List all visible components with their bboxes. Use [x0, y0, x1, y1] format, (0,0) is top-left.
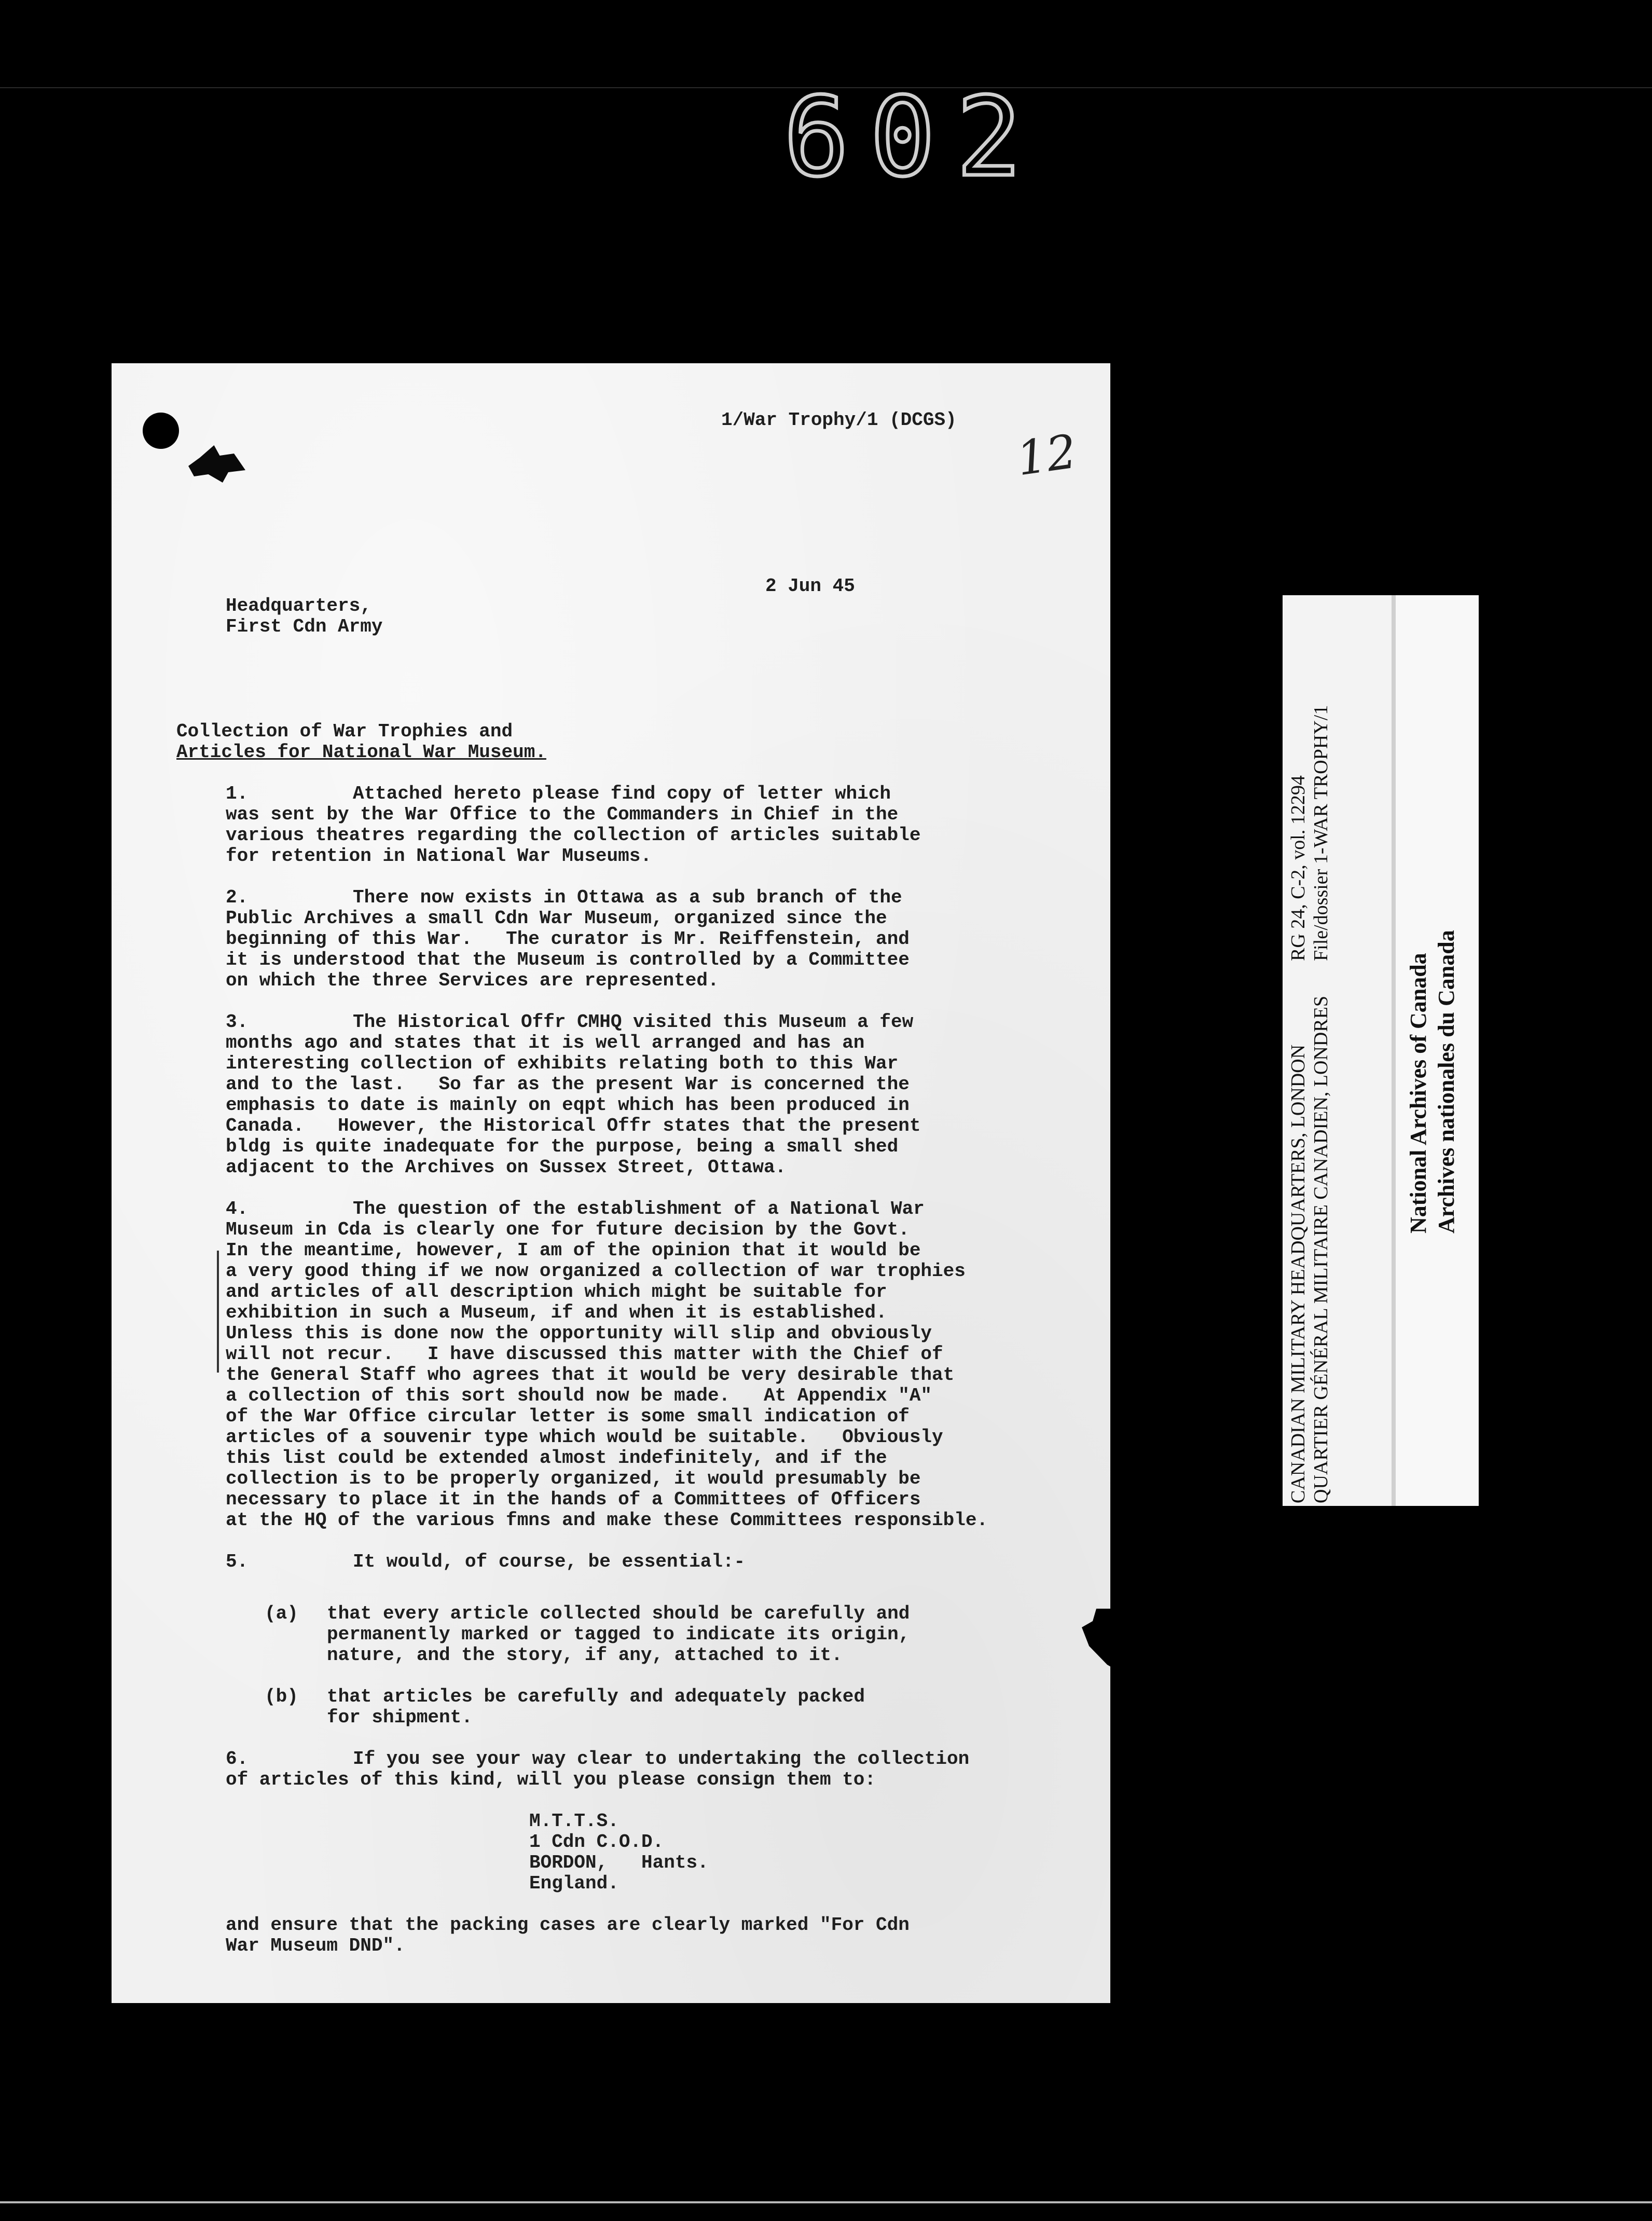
para-4-line: of the War Office circular letter is some small indication of	[226, 1406, 910, 1427]
para-3-line: months ago and states that it is well arranged and has an	[226, 1032, 865, 1053]
para-4-line: The question of the establishment of a National War	[353, 1198, 925, 1219]
para-4-line: a collection of this sort should now be made. At Appendix "A"	[226, 1385, 932, 1406]
consignee-line: M.T.T.S.	[529, 1811, 619, 1832]
para-1-line: for retention in National War Museums.	[226, 845, 652, 867]
para-2-line: There now exists in Ottawa as a sub branch of the	[353, 887, 902, 908]
para-4-line: and articles of all description which might be suitable for	[226, 1281, 887, 1303]
para-5-line: It would, of course, be essential:-	[353, 1551, 746, 1572]
para-4-line: articles of a souvenir type which would be suitable. Obviously	[226, 1427, 943, 1448]
archive-label-line-1: CANADIAN MILITARY HEADQUARTERS, LONDON	[1287, 1044, 1309, 1503]
para-1-line: was sent by the War Office to the Commanders in Chief in the	[226, 804, 899, 825]
addressee-line-1: Headquarters,	[226, 595, 371, 616]
archive-institution-en: National Archives of Canada	[1406, 953, 1431, 1233]
para-4-number: 4.	[226, 1198, 249, 1219]
archive-institution-fr: Archives nationales du Canada	[1434, 930, 1459, 1233]
para-1-line: various theatres regarding the collection of articles suitable	[226, 825, 921, 846]
closing-line: and ensure that the packing cases are clearly marked "For Cdn	[226, 1914, 910, 1936]
microfilm-frame-number: 602	[783, 74, 1043, 201]
para-3-line: adjacent to the Archives on Sussex Street, Ottawa.	[226, 1157, 787, 1178]
para-3-line: and to the last. So far as the present War is concerned the	[226, 1074, 910, 1095]
letter-date: 2 Jun 45	[765, 575, 855, 597]
para-6-number: 6.	[226, 1748, 249, 1770]
consignee-line: 1 Cdn C.O.D.	[529, 1831, 664, 1853]
para-3-number: 3.	[226, 1011, 249, 1033]
subject-line-1: Collection of War Trophies and	[176, 721, 513, 742]
para-4-line: will not recur. I have discussed this matter with the Chief of	[226, 1343, 943, 1365]
para-2-line: it is understood that the Museum is controlled by a Committee	[226, 949, 910, 970]
sub-item-a-label: (a)	[265, 1603, 298, 1624]
handwritten-folio-number: 12	[1013, 424, 1080, 487]
para-4-line: the General Staff who agrees that it would be very desirable that	[226, 1364, 955, 1386]
sub-item-b-line: for shipment.	[327, 1707, 473, 1728]
para-4-line: collection is to be properly organized, it would presumably be	[226, 1468, 921, 1489]
para-4-line: exhibition in such a Museum, if and when it is established.	[226, 1302, 887, 1323]
closing-line: War Museum DND".	[226, 1935, 405, 1956]
para-6-line: If you see your way clear to undertaking the collection	[353, 1748, 970, 1770]
para-5-number: 5.	[226, 1551, 249, 1572]
edge-tear	[1082, 1609, 1118, 1671]
film-bottom-rule	[0, 2201, 1652, 2203]
document-sheet	[112, 363, 1110, 2003]
para-4-line: Museum in Cda is clearly one for future decision by the Govt.	[226, 1219, 910, 1240]
sub-item-b-line: that articles be carefully and adequately packed	[327, 1686, 865, 1707]
para-4-line: In the meantime, however, I am of the opinion that it would be	[226, 1240, 921, 1261]
margin-sideline	[217, 1251, 219, 1373]
para-3-line: Canada. However, the Historical Offr states that the present	[226, 1115, 921, 1136]
para-2-line: on which the three Services are represented.	[226, 970, 719, 991]
subject-line-2: Articles for National War Museum.	[176, 742, 546, 763]
paper-tear	[188, 441, 245, 483]
para-2-number: 2.	[226, 887, 249, 908]
para-2-line: Public Archives a small Cdn War Museum, organized since the	[226, 908, 887, 929]
sub-item-a-line: permanently marked or tagged to indicate its origin,	[327, 1624, 910, 1645]
para-4-line: Unless this is done now the opportunity will slip and obviously	[226, 1323, 932, 1344]
consignee-line: BORDON, Hants.	[529, 1852, 709, 1873]
file-reference: 1/War Trophy/1 (DCGS)	[721, 409, 957, 431]
para-6-line: of articles of this kind, will you please consign them to:	[226, 1769, 876, 1790]
para-1-number: 1.	[226, 783, 249, 804]
sub-item-b-label: (b)	[265, 1686, 298, 1707]
addressee-line-2: First Cdn Army	[226, 616, 383, 637]
sub-item-a-line: that every article collected should be carefully and	[327, 1603, 910, 1624]
para-3-line: The Historical Offr CMHQ visited this Museum a few	[353, 1011, 914, 1033]
para-4-line: at the HQ of the various fmns and make these Committees responsible.	[226, 1510, 988, 1531]
punch-hole	[143, 413, 179, 449]
para-3-line: bldg is quite inadequate for the purpose, being a small shed	[226, 1136, 899, 1157]
para-2-line: beginning of this War. The curator is Mr. Reiffenstein, and	[226, 928, 910, 950]
para-1-line: Attached hereto please find copy of letter which	[353, 783, 891, 804]
archive-label-line-2: QUARTIER GÉNÉRAL MILITAIRE CANADIEN, LONDRES	[1310, 996, 1332, 1503]
archive-label-ref-1: RG 24, C-2, vol. 12294	[1287, 775, 1309, 961]
para-3-line: emphasis to date is mainly on eqpt which has been produced in	[226, 1094, 910, 1116]
archive-reference-label	[1283, 595, 1475, 1506]
consignee-line: England.	[529, 1873, 619, 1894]
sub-item-a-line: nature, and the story, if any, attached to it.	[327, 1644, 843, 1666]
para-4-line: necessary to place it in the hands of a Committees of Officers	[226, 1489, 921, 1510]
para-4-line: this list could be extended almost indefinitely, and if the	[226, 1447, 887, 1469]
para-4-line: a very good thing if we now organized a collection of war trophies	[226, 1260, 966, 1282]
para-3-line: interesting collection of exhibits relating both to this War	[226, 1053, 899, 1074]
archive-label-inner-panel	[1392, 595, 1479, 1506]
archive-label-ref-2: File/dossier 1-WAR TROPHY/1	[1310, 705, 1332, 961]
